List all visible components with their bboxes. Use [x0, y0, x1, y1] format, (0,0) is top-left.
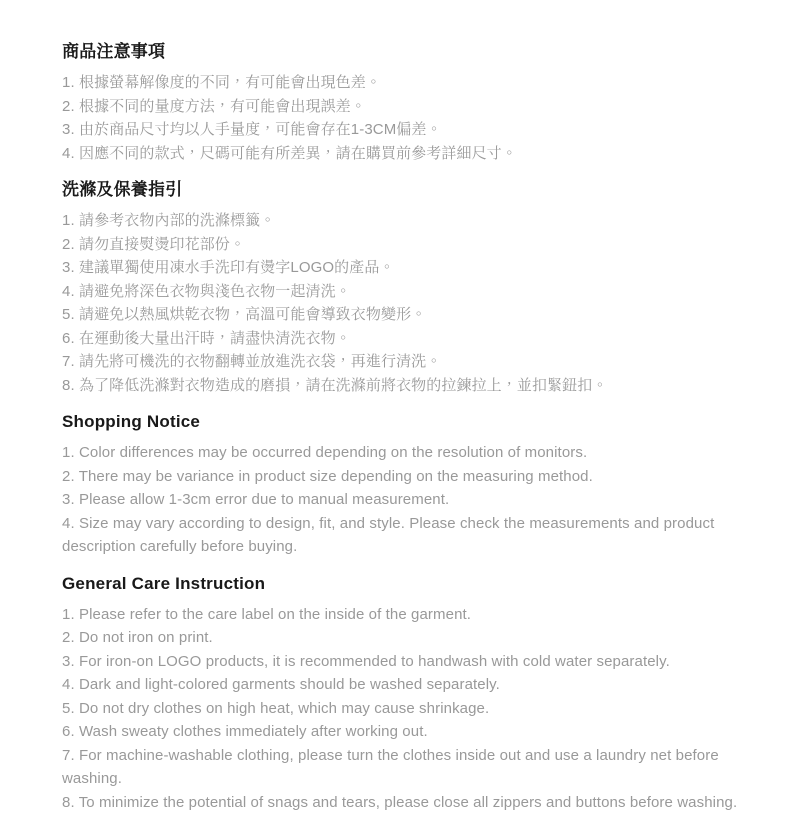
- section-title: Shopping Notice: [62, 412, 762, 432]
- section-item-list: [62, 603, 762, 814]
- section-title: 商品注意事項: [62, 42, 762, 62]
- notice-item: 2. 請勿直接熨燙印花部份。: [62, 233, 762, 257]
- notice-item: 1. Please refer to the care label on the inside of the garment.: [62, 603, 762, 627]
- notice-item: 3. For iron-on LOGO products, it is recommended to handwash with cold water separately.: [62, 650, 762, 674]
- section-item-list: [62, 209, 762, 397]
- notice-item: 1. 請參考衣物內部的洗滌標籤。: [62, 209, 762, 233]
- notice-item: 6. Wash sweaty clothes immediately after working out.: [62, 720, 762, 744]
- notice-section: [62, 180, 762, 397]
- section-title: 洗滌及保養指引: [62, 180, 762, 200]
- section-item-list: [62, 71, 762, 165]
- notice-item: 3. Please allow 1-3cm error due to manual measurement.: [62, 488, 762, 512]
- notice-section: [62, 574, 762, 814]
- notice-item: 8. To minimize the potential of snags and tears, please close all zippers and buttons before washing.: [62, 791, 762, 814]
- notice-item: 4. 因應不同的款式，尺碼可能有所差異，請在購買前參考詳細尺寸。: [62, 142, 762, 166]
- notice-item: 1. 根據螢幕解像度的不同，有可能會出現色差。: [62, 71, 762, 95]
- notice-item: 2. Do not iron on print.: [62, 626, 762, 650]
- notice-item: 3. 建議單獨使用凍水手洗印有燙字LOGO的產品。: [62, 256, 762, 280]
- notice-item: 3. 由於商品尺寸均以人手量度，可能會存在1-3CM偏差。: [62, 118, 762, 142]
- notice-item: 4. Size may vary according to design, fit, and style. Please check the measurements and product description carefully before buying.: [62, 512, 762, 559]
- notice-item: 5. 請避免以熱風烘乾衣物，高溫可能會導致衣物變形。: [62, 303, 762, 327]
- section-title: General Care Instruction: [62, 574, 762, 594]
- section-item-list: [62, 441, 762, 559]
- notice-section: [62, 42, 762, 165]
- notice-item: 5. Do not dry clothes on high heat, which may cause shrinkage.: [62, 697, 762, 721]
- notice-item: 6. 在運動後大量出汗時，請盡快清洗衣物。: [62, 327, 762, 351]
- notice-section: [62, 412, 762, 559]
- notice-item: 7. 請先將可機洗的衣物翻轉並放進洗衣袋，再進行清洗。: [62, 350, 762, 374]
- notice-item: 4. Dark and light-colored garments should be washed separately.: [62, 673, 762, 697]
- notice-item: 2. 根據不同的量度方法，有可能會出現誤差。: [62, 95, 762, 119]
- notice-item: 1. Color differences may be occurred depending on the resolution of monitors.: [62, 441, 762, 465]
- notice-item: 8. 為了降低洗滌對衣物造成的磨損，請在洗滌前將衣物的拉鍊拉上，並扣緊鈕扣。: [62, 374, 762, 398]
- notice-item: 2. There may be variance in product size depending on the measuring method.: [62, 465, 762, 489]
- notice-item: 4. 請避免將深色衣物與淺色衣物一起清洗。: [62, 280, 762, 304]
- notice-item: 7. For machine-washable clothing, please turn the clothes inside out and use a laundry net before washing.: [62, 744, 762, 791]
